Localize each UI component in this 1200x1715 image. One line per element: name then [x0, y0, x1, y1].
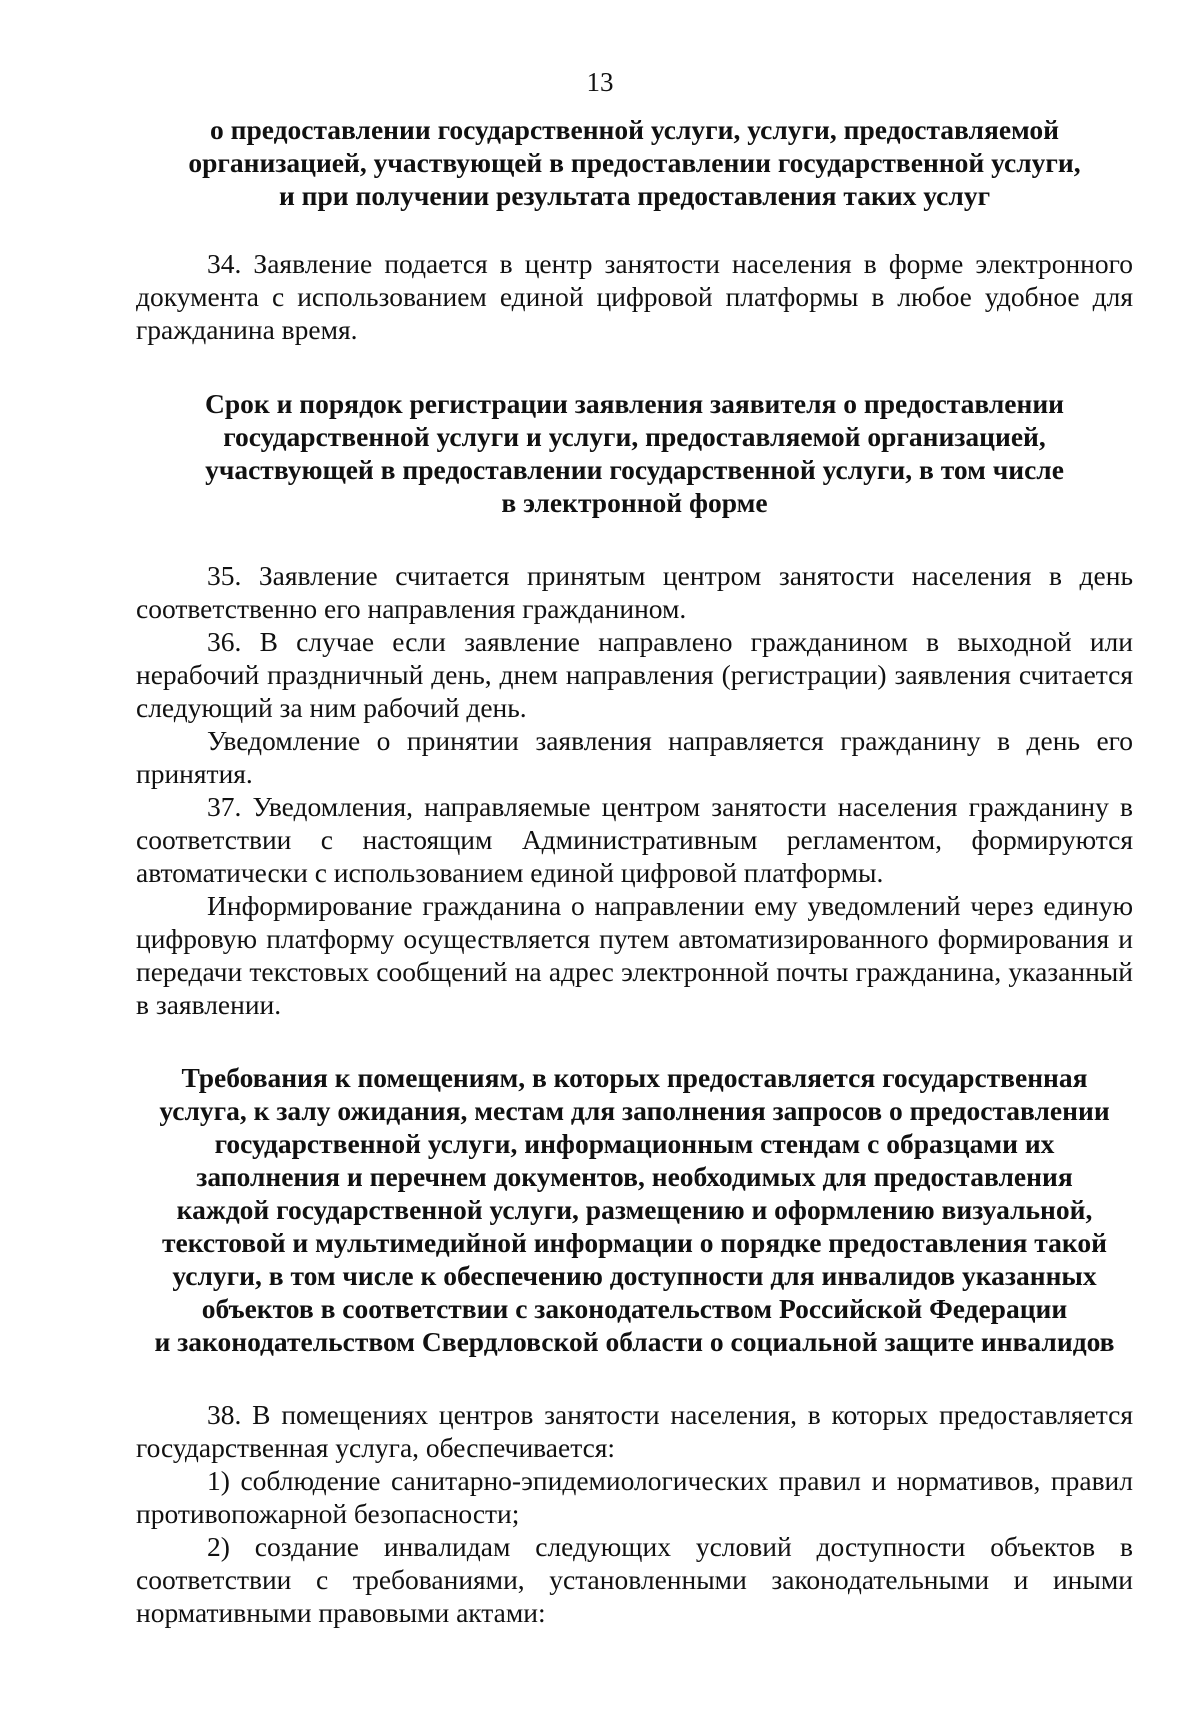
page-number: 13	[586, 67, 614, 97]
paragraph-38: 38. В помещениях центров занятости населения, в которых предоставляется государственная услуга, обеспечивается:	[136, 1399, 1133, 1463]
heading-line: государственной услуги, информационным стендам с образцами их	[214, 1128, 1055, 1159]
heading-line: услуги, в том числе к обеспечению доступности для инвалидов указанных	[172, 1260, 1097, 1291]
heading-line: в электронной форме	[501, 487, 768, 518]
paragraph-36-notice: Уведомление о принятии заявления направляется гражданину в день его принятия.	[136, 725, 1133, 789]
heading-line: каждой государственной услуги, размещению и оформлению визуальной,	[176, 1194, 1093, 1225]
heading-line: организацией, участвующей в предоставлении государственной услуги,	[188, 147, 1081, 178]
heading-line: и законодательством Свердловской области о социальной защите инвалидов	[154, 1326, 1115, 1357]
heading-line: о предоставлении государственной услуги, услуги, предоставляемой	[209, 114, 1060, 145]
heading-line: Срок и порядок регистрации заявления заявителя о предоставлении	[204, 388, 1065, 419]
heading-line: Требования к помещениям, в которых предоставляется государственная	[181, 1062, 1088, 1093]
heading-line: и при получении результата предоставления таких услуг	[278, 180, 991, 211]
section-heading-registration	[136, 387, 1133, 519]
heading-line: объектов в соответствии с законодательством Российской Федерации	[201, 1293, 1068, 1324]
paragraph-36: 36. В случае если заявление направлено гражданином в выходной или нерабочий праздничный день, днем направления (регистрации) заявления считается следующий за ним рабочий день.	[136, 626, 1133, 723]
heading-line: услуга, к залу ожидания, местам для заполнения запросов о предоставлении	[159, 1095, 1110, 1126]
heading-line: государственной услуги и услуги, предоставляемой организацией,	[223, 421, 1046, 452]
paragraph-34: 34. Заявление подается в центр занятости населения в форме электронного документа с использованием единой цифровой платформы в любое удобное для гражданина время.	[136, 248, 1133, 345]
paragraph-38-item-1: 1) соблюдение санитарно-эпидемиологических правил и нормативов, правил противопожарной безопасности;	[136, 1465, 1133, 1529]
section-heading-services-receipt	[136, 113, 1133, 212]
paragraph-35: 35. Заявление считается принятым центром занятости населения в день соответственно его направления гражданином.	[136, 560, 1133, 624]
paragraph-37-informing: Информирование гражданина о направлении ему уведомлений через единую цифровую платформу осуществляется путем автоматизированного формирования и передачи текстовых сообщений на адрес электронной почты гражданина, указанный в заявлении.	[136, 890, 1133, 1020]
paragraph-38-item-2: 2) создание инвалидам следующих условий доступности объектов в соответствии с требованиями, установленными законодательными и иными нормативными правовыми актами:	[136, 1531, 1133, 1628]
heading-line: текстовой и мультимедийной информации о порядке предоставления такой	[162, 1227, 1107, 1258]
paragraph-37: 37. Уведомления, направляемые центром занятости населения гражданину в соответствии с настоящим Административным регламентом, формируются автоматически с использованием единой цифровой платформы.	[136, 791, 1133, 888]
heading-line: заполнения и перечнем документов, необходимых для предоставления	[196, 1161, 1073, 1192]
document-body	[136, 113, 1133, 1629]
heading-line: участвующей в предоставлении государственной услуги, в том числе	[205, 454, 1064, 485]
section-heading-premises-requirements	[136, 1061, 1133, 1358]
